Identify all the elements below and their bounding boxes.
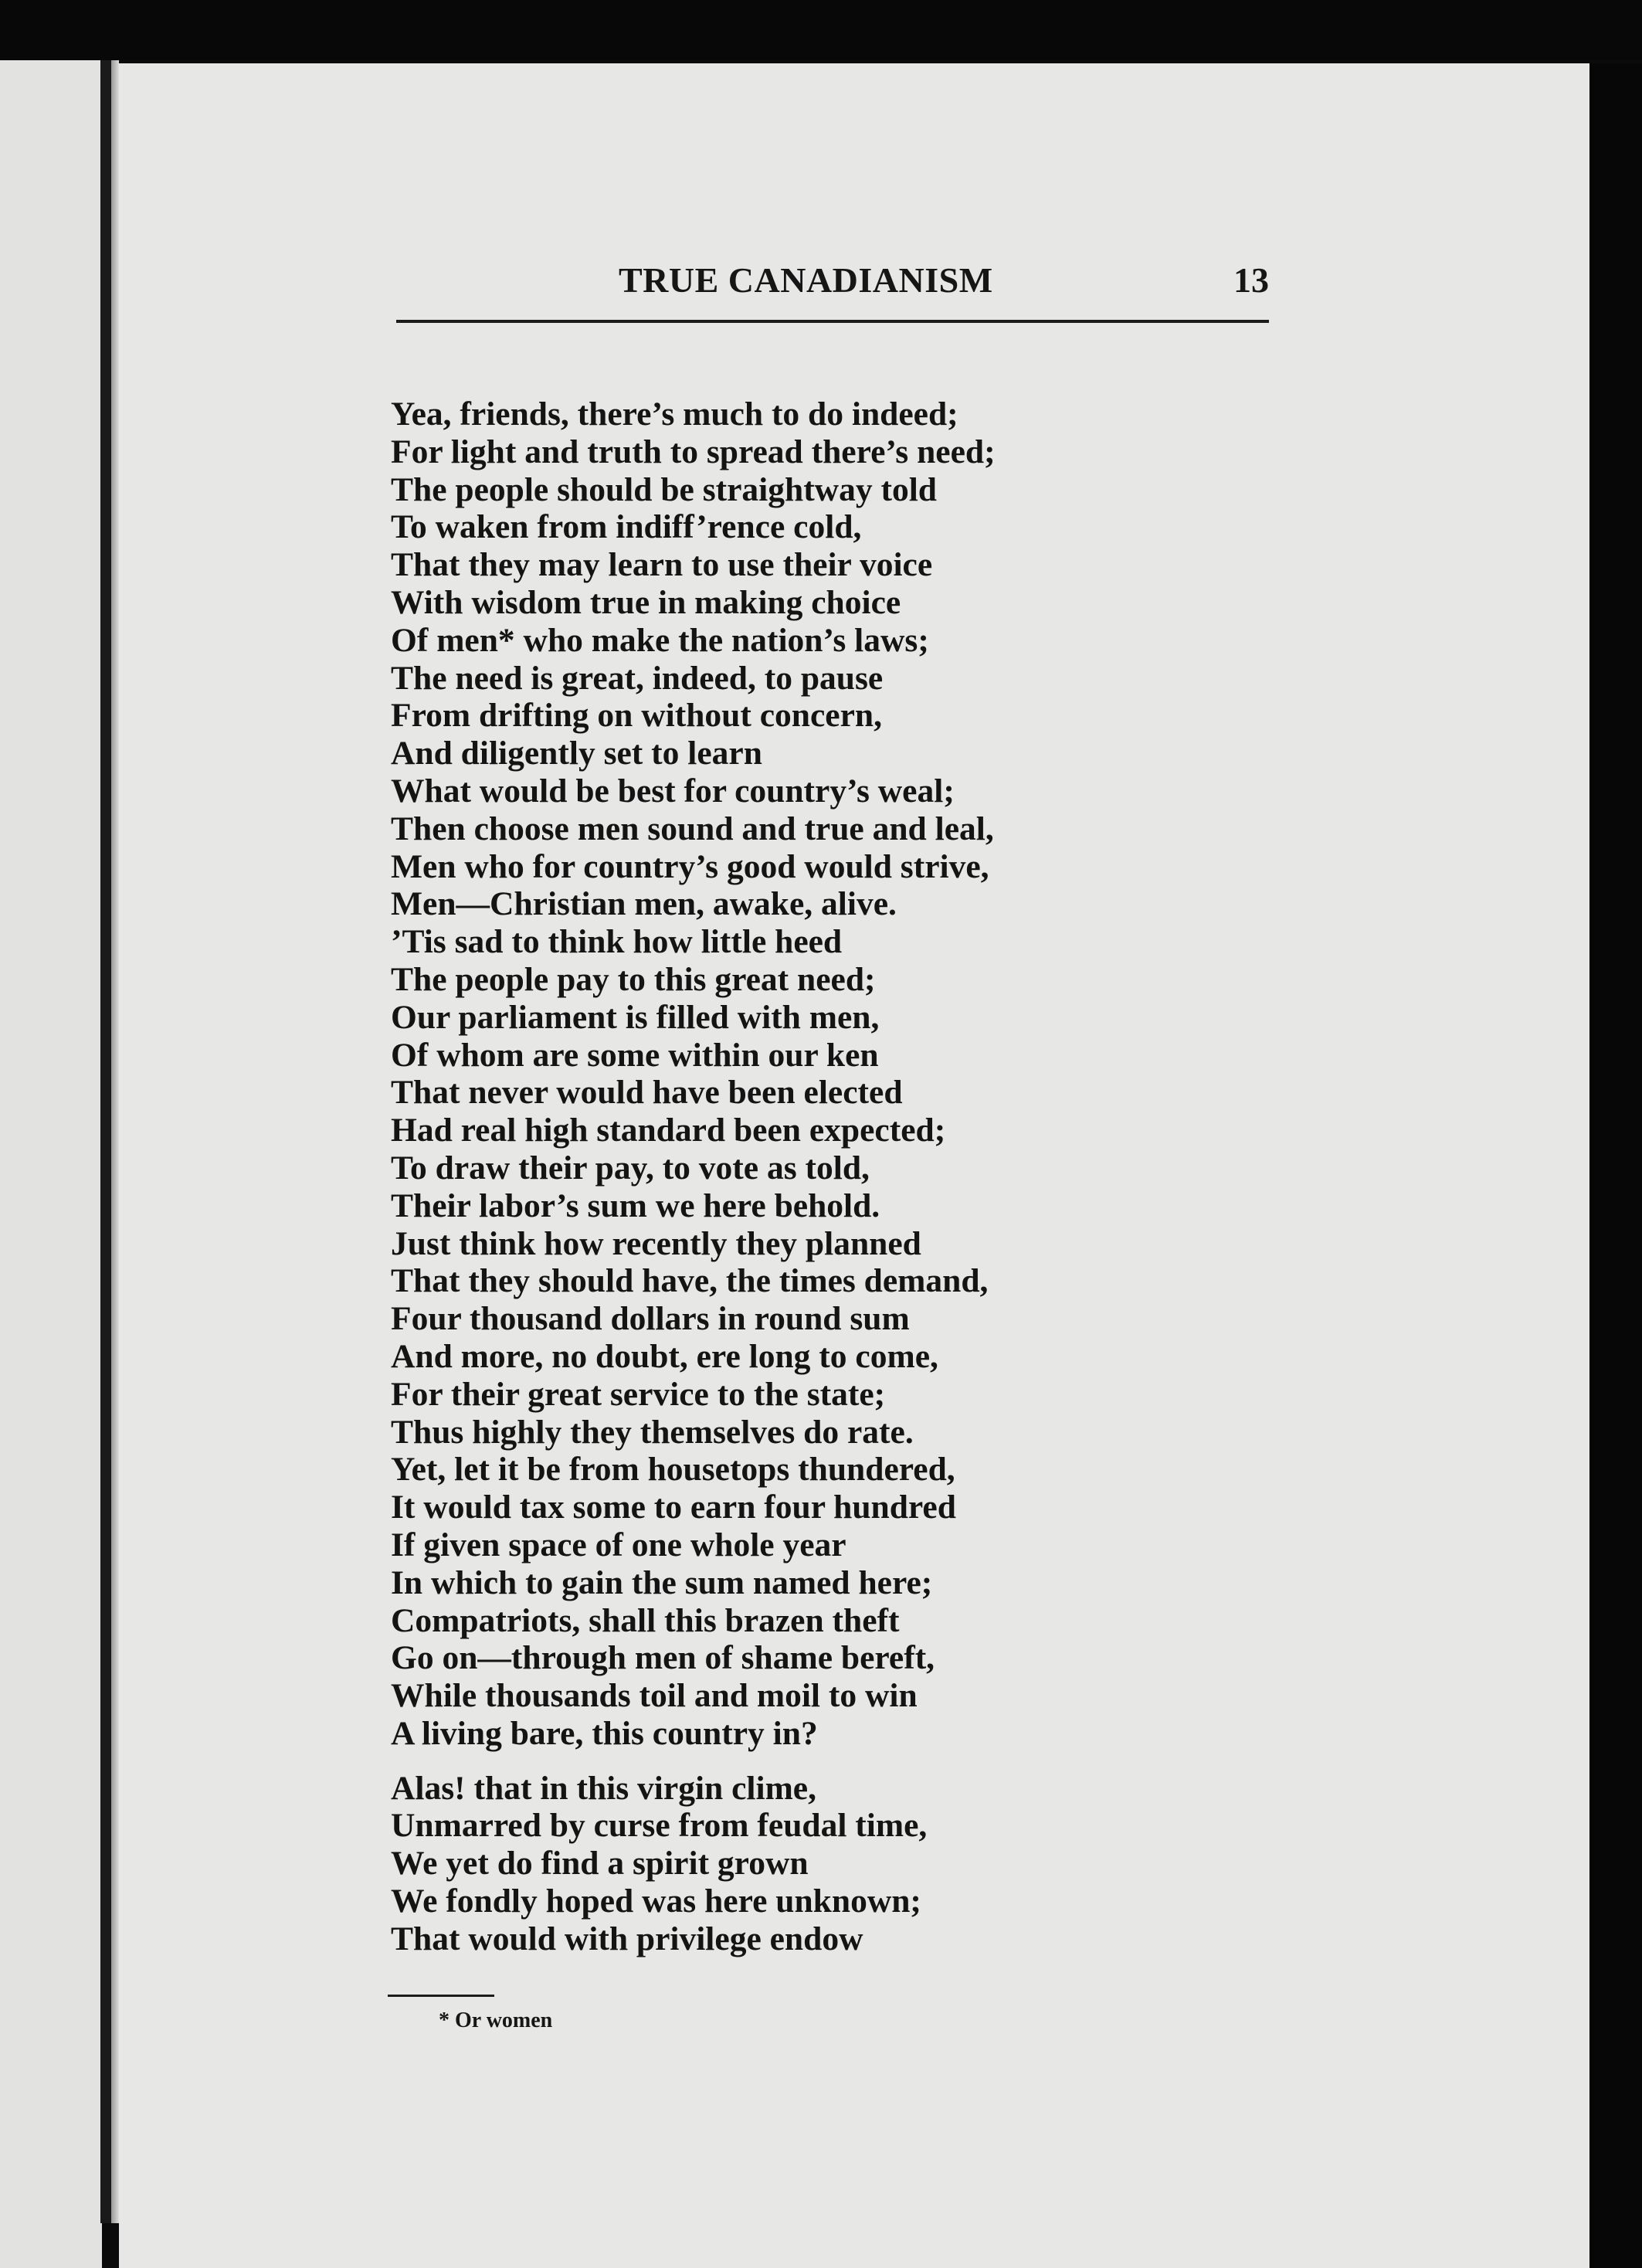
poem-line: We fondly hoped was here unknown; xyxy=(391,1883,921,1920)
header-rule xyxy=(396,320,1269,323)
poem-line: The need is great, indeed, to pause xyxy=(391,659,884,697)
page-number: 13 xyxy=(1233,260,1269,300)
poem-line: Unmarred by curse from feudal time, xyxy=(391,1807,928,1845)
poem-line: For light and truth to spread there’s need; xyxy=(391,433,996,470)
footnote: * Or women xyxy=(439,2008,553,2032)
poem-line: Of men* who make the nation’s laws; xyxy=(391,621,929,659)
poem-line: What would be best for country’s weal; xyxy=(391,772,955,810)
poem-line: To draw their pay, to vote as told, xyxy=(391,1149,870,1187)
poem-line: That they may learn to use their voice xyxy=(391,546,933,584)
poem-line: Men—Christian men, awake, alive. xyxy=(391,885,897,923)
poem-line: That never would have been elected xyxy=(391,1074,903,1112)
facing-page-edge xyxy=(0,60,102,2268)
poem-line: ’Tis sad to think how little heed xyxy=(391,923,843,961)
scan-top-border xyxy=(0,0,1642,60)
running-title: TRUE CANADIANISM xyxy=(619,260,993,300)
scan-right-border xyxy=(1589,63,1642,2268)
gutter-shadow xyxy=(111,60,119,2223)
poem-line: Go on—through men of shame bereft, xyxy=(391,1639,935,1677)
poem-stanza xyxy=(391,1770,1318,1958)
poem-line: Four thousand dollars in round sum xyxy=(391,1300,910,1338)
poem-line: The people should be straightway told xyxy=(391,470,937,508)
poem-line: That would with privilege endow xyxy=(391,1920,863,1957)
footnote-rule xyxy=(388,1995,494,1997)
poem-line: It would tax some to earn four hundred xyxy=(391,1489,956,1526)
poem-line: A living bare, this country in? xyxy=(391,1714,818,1752)
poem-line: Of whom are some within our ken xyxy=(391,1036,879,1074)
poem-line: Our parliament is filled with men, xyxy=(391,998,880,1036)
poem-line: And diligently set to learn xyxy=(391,735,762,772)
poem-line: The people pay to this great need; xyxy=(391,960,876,998)
poem-line: And more, no doubt, ere long to come, xyxy=(391,1337,938,1375)
running-header xyxy=(396,255,1269,309)
poem-line: From drifting on without concern, xyxy=(391,697,882,735)
poem-line: Yea, friends, there’s much to do indeed; xyxy=(391,396,958,433)
poem-line: Then choose men sound and true and leal, xyxy=(391,810,994,847)
poem-line: We yet do find a spirit grown xyxy=(391,1845,809,1883)
poem-line: Just think how recently they planned xyxy=(391,1224,921,1262)
poem-line: With wisdom true in making choice xyxy=(391,583,901,621)
poem-line: Thus highly they themselves do rate. xyxy=(391,1413,914,1451)
poem-line: Alas! that in this virgin clime, xyxy=(391,1769,816,1807)
poem-line: Had real high standard been expected; xyxy=(391,1112,946,1149)
poem-line: Yet, let it be from housetops thundered, xyxy=(391,1451,955,1489)
poem-line: For their great service to the state; xyxy=(391,1375,886,1413)
poem-line: To waken from indiff’rence cold, xyxy=(391,508,862,546)
stanza-break xyxy=(391,1753,1318,1770)
poem-line: If given space of one whole year xyxy=(391,1526,846,1563)
poem-line: In which to gain the sum named here; xyxy=(391,1563,933,1601)
poem-stanza xyxy=(391,396,1318,1753)
poem-line: Men who for country’s good would strive, xyxy=(391,847,989,885)
poem-line: Their labor’s sum we here behold. xyxy=(391,1187,880,1224)
poem-line: While thousands toil and moil to win xyxy=(391,1677,918,1715)
poem-body xyxy=(391,396,1318,1958)
poem-line: That they should have, the times demand, xyxy=(391,1262,989,1300)
poem-line: Compatriots, shall this brazen theft xyxy=(391,1601,900,1639)
binding-gutter xyxy=(100,60,111,2223)
